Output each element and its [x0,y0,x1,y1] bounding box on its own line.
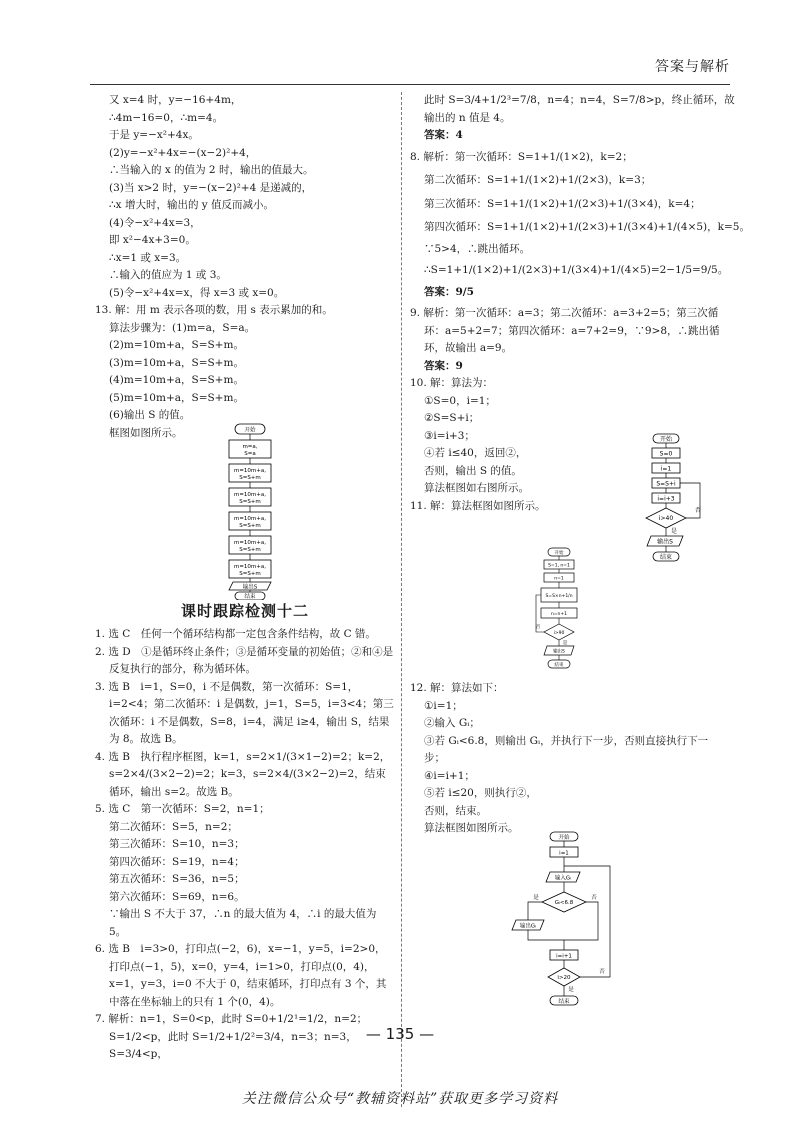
left-answers [95,626,395,1064]
q9-text: 9. 解析：第一次循环：a=3；第二次循环：a=3+2=5；第三次循环：a=5+2=7；第四次循环：a=7+2=9，∵9>8，∴跳出循环，故输出 a=9。 [410,307,720,354]
flow-end: 结束 [554,663,564,668]
flow-yes-label: 是 [670,528,678,535]
flow-yes-label: 是 [533,895,539,901]
text-line: (4)m=10m+a，S=S+m。 [109,374,244,386]
text-line: 算法框图如右图所示。 [424,482,529,494]
flow-box-text: m=a, [242,444,258,450]
flow-box-text: S=S+m [239,571,261,577]
answer-item: 2. 选 D ①是循环终止条件；③是循环变量的初始值；②和④是反复执行的部分，称为循环体。 [95,645,394,675]
flow-box-text: m=10m+a, [233,564,267,570]
answer-item: 3. 选 B i=1，S=0，i 不是偶数，第一次循环：S=1，i=2<4；第二次循环：i 是偶数，j=1，S=5，i=3<4；第三次循环：i 不是偶数，S=8，i=4，满足 i≥4，输出 S，结果为 8。故选 B。 [95,680,394,745]
text-line: ∴x 增大时，输出的 y 值反而减小。 [109,199,275,211]
flow-output: 输出Gᵢ [519,923,537,930]
text-line: ∴S=1+1/(1×2)+1/(2×3)+1/(3×4)+1/(4×5)=2−1/5=9/5。 [424,264,729,276]
flow-yes-label: 是 [568,987,574,993]
section-title: 课时跟踪检测十二 [180,602,309,620]
q12-steps [410,698,730,838]
q8-heading: 8. 解析：第一次循环：S=1+1/(1×2)，k=2； [410,150,633,163]
text-line: 第二次循环：S=1+1/(1×2)+1/(2×3)，k=3； [424,174,652,186]
text-line: ②输入 Gᵢ； [424,717,480,729]
q12-continued [95,92,395,302]
text-line: 否则，结束。 [424,804,487,817]
flow-box-text: m=10m+a, [233,492,267,498]
flow-box-text: S=a [244,451,256,457]
flow-box-text: i=i+1 [556,953,572,960]
flow-start: 开始 [558,835,570,841]
answer-item: 6. 选 B i=3>0，打印点(−2，6)，x=−1，y=5，i=2>0，打印点(−1，5)，x=0，y=4，i=1>0，打印点(0，4)，x=1，y=3，i=0 不大于 0，结束循环，打印点有 3 个，其中落在坐标轴上的只有 1 个(0，4)。 [95,943,387,1008]
q8-steps [410,172,750,301]
page-header [0,0,800,90]
text-line: ①S=0，i=1； [424,394,496,407]
q12-heading: 12. 解：算法如下： [410,682,504,694]
text-line: ②S=S+i； [424,412,480,424]
flowchart-q13 [215,422,285,600]
flowchart-q11 [532,546,592,676]
page-number: — 135 — [365,1025,435,1043]
text-line: (3)当 x>2 时，y=−(x−2)²+4 是递减的， [109,181,313,194]
text-line: ③i=i+3； [424,429,475,442]
text-line: (4)令−x²+4x=3， [109,216,201,229]
text-line: 于是 y=−x²+4x。 [109,129,199,141]
flow-box-text: n=1 [554,576,564,582]
flowchart-q12 [510,830,620,1015]
text-line: 算法框图如图所示。 [424,822,519,834]
text-line: ①i=1； [424,699,463,712]
text-line: 第五次循环：S=36，n=5； [109,873,245,885]
text-line: (6)输出 S 的值。 [109,409,191,421]
text-line: ④i=i+1； [424,769,475,782]
flow-box-text: S=S+m [239,523,261,529]
text-line: ∴输入的值应为 1 或 3。 [109,269,227,281]
text-line: 第四次循环：S=19，n=4； [109,855,245,868]
flow-no-label: 否 [694,507,702,514]
footer-note: 关注微信公众号“教辅资料站”获取更多学习资料 [241,1091,559,1107]
flow-end: 结束 [659,554,673,561]
text-line: 第三次循环：S=1+1/(1×2)+1/(2×3)+1/(3×4)，k=4； [424,197,701,210]
header-title: 答案与解析 [655,59,730,75]
text-line: 又 x=4 时，y=−16+4m， [109,94,242,106]
flow-yes-label: 是 [562,641,568,646]
text-line: 第四次循环：S=1+1/(1×2)+1/(2×3)+1/(3×4)+1/(4×5)，k=5。 [424,221,750,233]
text-line: (2)y=−x²+4x=−(x−2)²+4， [109,146,257,159]
flow-box-text: S=S+i [656,480,676,488]
q11-heading: 11. 解：算法框图如图所示。 [410,499,546,512]
text-line: ∴x=1 或 x=3。 [109,251,187,264]
text-line: 第三次循环：S=10，n=3； [109,838,245,850]
text-line: (5)令−x²+4x=x，得 x=3 或 x=0。 [109,286,285,299]
text-line: 框图如图所示。 [109,426,183,439]
flow-start: 开始 [244,427,256,434]
flow-end: 结束 [558,999,570,1005]
flow-end: 结束 [244,594,256,600]
flow-box-text: S=S+m [239,547,261,553]
q10-heading: 10. 解：算法为： [410,377,494,389]
text-line: ④若 i≤40，返回②， [424,447,527,459]
text-line: 即 x²−4x+3=0。 [109,234,196,246]
flowchart-q10 [638,432,708,567]
flow-start: 开始 [659,436,673,443]
flow-output: 输出S [242,584,258,591]
answer-item: 7. 解析：n=1，S=0<p，此时 S=0+1/2¹=1/2，n=2；S=1/2<p，此时 S=1/2+1/2²=3/4，n=3；n=3，S=3/4<p， [95,1013,368,1060]
flow-box-text: S=1, n=1 [548,563,570,569]
flow-input: 输入Gᵢ [554,875,572,882]
answer-label: 答案：9/5 [424,285,474,298]
flow-no-label: 否 [535,625,541,630]
flow-condition: i>20 [557,975,571,981]
text-line: 第六次循环：S=69，n=6。 [109,890,245,903]
flow-box-text: n=n+1 [550,612,568,617]
left-column [95,92,395,442]
text-line: 输出的 n 值是 4。 [424,111,511,124]
text-line: (2)m=10m+a，S=S+m。 [109,339,244,351]
flow-box-text: S=S+m [239,475,261,481]
answer-item: 5. 选 C 第一次循环：S=2，n=1； [95,803,270,815]
q5-steps [95,819,395,942]
flow-condition: i>40 [658,515,674,522]
flow-box-text: S=0 [659,450,673,458]
text-line: 此时 S=3/4+1/2³=7/8，n=4；n=4，S=7/8>p，终止循环，故 [424,94,735,106]
text-line: 算法步骤为：(1)m=a，S=a。 [109,321,256,334]
flow-no-label: 否 [599,969,605,975]
q10-steps [410,393,635,498]
text-line: 否则，输出 S 的值。 [424,464,522,477]
text-line: ③若 Gᵢ<6.8，则输出 Gᵢ，并执行下一步，否则直接执行下一步； [424,734,709,764]
flow-box-text: m=10m+a, [233,540,267,546]
q7-continued [410,92,735,145]
column-divider [401,92,402,1107]
text-line: 第二次循环：S=5，n=2； [109,820,238,833]
flow-condition: i>90 [553,631,565,636]
q12-block [410,680,730,838]
text-line: ∵5>4，∴跳出循环。 [424,242,531,255]
flow-box-text: m=10m+a, [233,468,267,474]
flow-box-text: S=S+m [239,499,261,505]
flow-no-label: 否 [591,895,597,901]
q13-heading: 13. 解：用 m 表示各项的数，用 s 表示累加的和。 [95,304,333,316]
header-rule [90,84,730,85]
answer-item: 4. 选 B 执行程序框图，k=1，s=2×1/(3×1−2)=2；k=2，s=2×4/(3×2−2)=2；k=3，s=2×4/(3×2−2)=2，结束循环，输出 s=2。故选 B。 [95,750,391,798]
flow-condition: Gᵢ<6.8 [554,900,574,906]
flow-box-text: i=1 [559,850,569,857]
flow-output: 输出S [657,538,673,546]
flow-start: 开始 [554,551,564,556]
answer-item: 1. 选 C 任何一个循环结构都一定包含条件结构，故 C 错。 [95,628,376,640]
text-line: ∴当输入的 x 的值为 2 时，输出的值最大。 [109,164,314,176]
answer-label: 答案：9 [424,359,463,372]
flow-box-text: i=1 [660,465,672,473]
answer-label: 答案：4 [424,129,463,141]
text-line: (3)m=10m+a，S=S+m。 [109,356,244,369]
text-line: ∵输出 S 不大于 37，∴n 的最大值为 4，∴i 的最大值为 5。 [109,908,377,938]
text-line: ∴4m−16=0，∴m=4。 [109,111,224,124]
flow-box-text: i=i+3 [657,495,675,503]
text-line: ⑤若 i≤20，则执行②， [424,787,537,799]
flow-output: 输出S [553,649,565,655]
q10-block [410,375,635,515]
text-line: (5)m=10m+a，S=S+m。 [109,391,244,404]
flow-box-text: S=S×n+1/n [545,594,573,599]
flow-box-text: m=10m+a, [233,516,267,522]
